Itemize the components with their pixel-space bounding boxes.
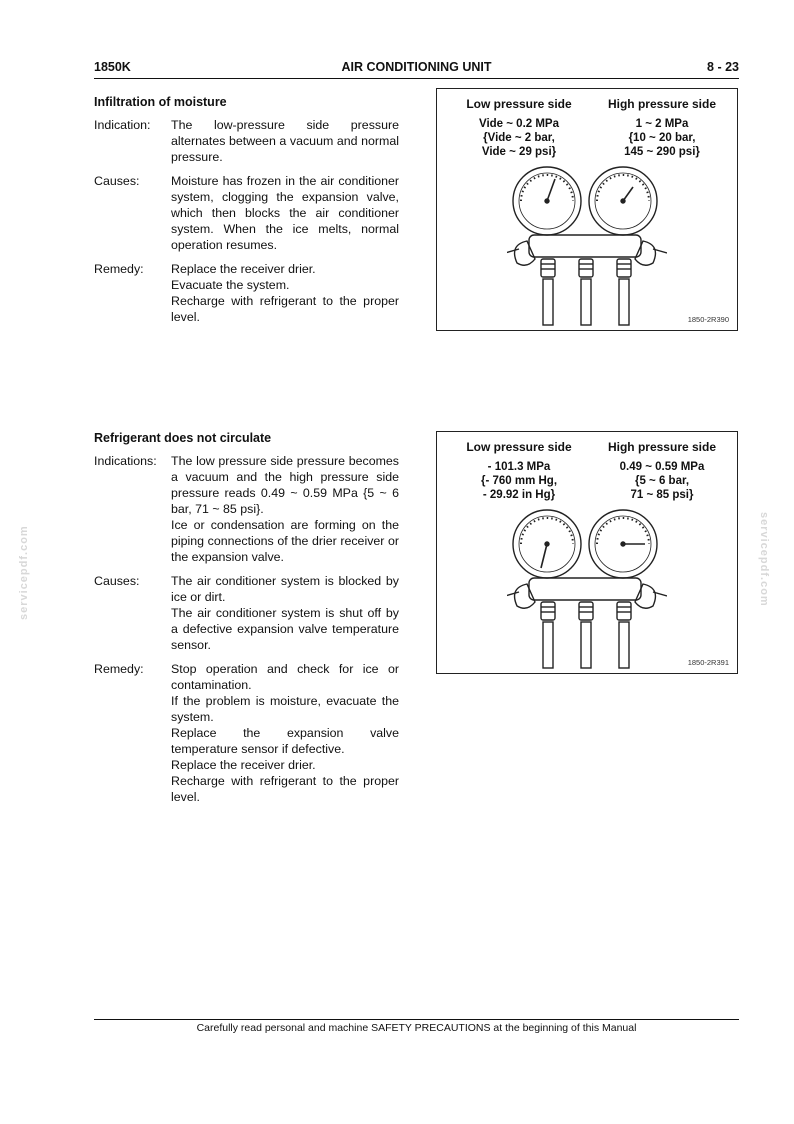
entry-body — [171, 261, 399, 325]
entry-label: Indications: — [94, 454, 157, 468]
manifold-gauge-illustration — [507, 504, 667, 669]
entry-line: Stop operation and check for ice or contamination. — [171, 662, 399, 692]
section-heading: Refrigerant does not circulate — [94, 431, 272, 445]
low-side-heading: Low pressure side — [466, 440, 572, 454]
entry-indication — [94, 117, 404, 165]
footer-note: Carefully read personal and machine SAFETY PRECAUTIONS at the beginning of this Manual — [196, 1022, 637, 1034]
figure-id: 1850-2R390 — [687, 315, 729, 324]
low-side-values: Vide ~ 0.2 MPa {Vide ~ 2 bar, Vide ~ 29 psi} — [478, 118, 559, 158]
entry-causes — [94, 573, 404, 653]
high-side-values: 0.49 ~ 0.59 MPa {5 ~ 6 bar, 71 ~ 85 psi} — [619, 461, 705, 501]
chapter-title: AIR CONDITIONING UNIT — [341, 60, 492, 74]
entry-line: Ice or condensation are forming on the piping connections of the drier receiver or the expansion valve. — [171, 518, 399, 564]
section-heading: Infiltration of moisture — [94, 95, 227, 109]
entry-line: If the problem is moisture, evacuate the system. — [171, 694, 399, 724]
watermark-left: servicepdf.com — [18, 525, 30, 620]
entry-causes — [94, 173, 404, 253]
high-side-heading: High pressure side — [607, 440, 717, 454]
section-moisture — [94, 94, 404, 333]
entry-body — [171, 453, 399, 565]
model-number: 1850K — [94, 60, 131, 74]
footer-rule — [94, 1019, 739, 1020]
entry-line: The air conditioner system is blocked by ice or dirt. — [171, 574, 399, 604]
entry-body — [171, 661, 399, 805]
low-side-column — [449, 97, 589, 159]
low-side-column — [449, 440, 589, 502]
high-side-heading: High pressure side — [607, 97, 717, 111]
entry-line: Recharge with refrigerant to the proper level. — [171, 774, 399, 804]
high-side-column — [592, 440, 732, 502]
entry-label: Causes: — [94, 574, 140, 588]
page-header — [94, 60, 739, 78]
entry-line: Recharge with refrigerant to the proper level. — [171, 294, 399, 324]
manifold-gauge-illustration — [507, 161, 667, 326]
entry-label: Indication: — [94, 118, 151, 132]
page-number: 8 - 23 — [707, 60, 739, 74]
header-rule — [94, 78, 739, 79]
high-side-column — [592, 97, 732, 159]
gauge-figure-no-circulation — [436, 431, 738, 674]
watermark-right: servicepdf.com — [758, 512, 770, 607]
high-side-values: 1 ~ 2 MPa {10 ~ 20 bar, 145 ~ 290 psi} — [624, 118, 700, 158]
figure-id: 1850-2R391 — [687, 658, 729, 667]
entry-body — [171, 173, 399, 253]
entry-line: The low pressure side pressure becomes a vacuum and the high pressure side pressure reads 0.49 ~ 0.59 MPa {5 ~ 6 bar, 71 ~ 85 psi}. — [171, 454, 399, 516]
entry-label: Remedy: — [94, 262, 144, 276]
low-side-heading: Low pressure side — [466, 97, 572, 111]
entry-line: The air conditioner system is shut off by a defective expansion valve temperature sensor. — [171, 606, 399, 652]
entry-line: Replace the expansion valve temperature sensor if defective. — [171, 726, 399, 756]
entry-label: Causes: — [94, 174, 140, 188]
entry-body — [171, 117, 399, 165]
low-side-values: - 101.3 MPa {- 760 mm Hg, - 29.92 in Hg} — [480, 461, 558, 501]
entry-line: Replace the receiver drier. — [171, 262, 316, 276]
entry-line: Replace the receiver drier. — [171, 758, 316, 772]
section-no-circulation — [94, 430, 404, 813]
entry-remedy — [94, 661, 404, 805]
entry-line: Moisture has frozen in the air conditioner system, clogging the expansion valve, which then blocks the air conditioner system. When the ice melts, normal operation resumes. — [171, 174, 399, 252]
entry-remedy — [94, 261, 404, 325]
entry-indications — [94, 453, 404, 565]
gauge-figure-moisture — [436, 88, 738, 331]
entry-line: The low-pressure side pressure alternates between a vacuum and normal pressure. — [171, 118, 399, 164]
entry-label: Remedy: — [94, 662, 144, 676]
entry-line: Evacuate the system. — [171, 278, 290, 292]
entry-body — [171, 573, 399, 653]
